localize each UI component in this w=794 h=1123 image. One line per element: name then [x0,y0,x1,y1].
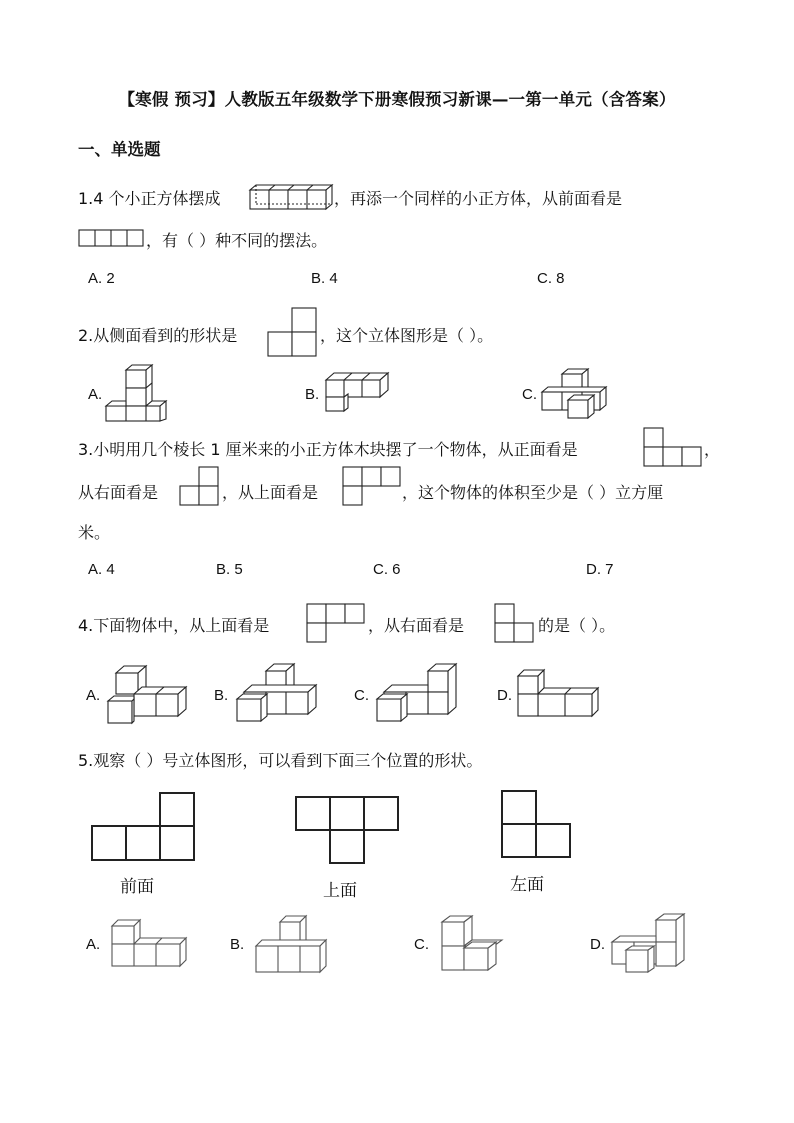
q4-option-d[interactable]: D. [497,687,512,704]
q3-text-1: 3.小明用几个棱长 1 厘米来的小正方体木块摆了一个物体，从正面看是 [78,440,578,459]
q5-front-view-figure [90,791,196,863]
q3-front-view-figure [643,427,703,467]
q4-top-view-figure [306,603,366,645]
q4-option-a[interactable]: A. [86,687,101,704]
q3-text-3: ，从上面看是 [222,483,319,502]
q5-caption-front: 前面 [120,877,154,897]
q2-option-a-figure[interactable] [106,364,168,422]
q5-text: 5.观察（ ）号立体图形，可以看到下面三个位置的形状。 [78,751,483,770]
q4-text-1: 4.下面物体中，从上面看是 [78,616,270,635]
q3-option-d[interactable]: D. 7 [586,561,614,578]
q2-option-b[interactable]: B. [305,386,320,403]
q3-text-1-end: ， [704,440,721,459]
q4-option-d-figure[interactable] [516,668,600,724]
q2-option-c[interactable]: C. [522,386,537,403]
q5-option-d[interactable]: D. [590,936,605,953]
q4-text-3: 的是（ ）。 [538,616,616,635]
q1-text-3: ，有（ ）种不同的摆法。 [146,231,328,250]
q3-option-b[interactable]: B. 5 [216,561,243,578]
q2-option-b-figure[interactable] [326,372,390,412]
q5-caption-top: 上面 [323,881,357,901]
q4-option-b[interactable]: B. [214,687,229,704]
q4-option-b-figure[interactable] [236,663,320,723]
q5-option-c[interactable]: C. [414,936,429,953]
q1-four-cubes-figure [246,184,332,210]
q5-caption-left: 左面 [510,875,544,895]
q2-side-view-figure [267,307,317,357]
q3-text-5: 米。 [78,523,111,542]
q2-option-a[interactable]: A. [88,386,103,403]
q4-option-c-figure[interactable] [376,663,458,723]
q1-front-view-figure [78,229,144,247]
q1-option-a[interactable]: A. 2 [88,270,115,287]
q5-option-b-figure[interactable] [254,912,330,972]
document-title: 【寒假 预习】人教版五年级数学下册寒假预习新课—一第一单元（含答案） [118,90,676,109]
q5-left-view-figure [500,789,572,859]
q1-text-2: ，再添一个同样的小正方体，从前面看是 [334,189,623,208]
q3-text-2: 从右面看是 [78,483,159,502]
q2-option-c-figure[interactable] [540,368,610,420]
q5-top-view-figure [294,795,400,865]
section-heading: 一、单选题 [78,140,161,159]
q1-option-c[interactable]: C. 8 [537,270,565,287]
q2-text-2: ，这个立体图形是（ ）。 [320,326,494,345]
q3-top-view-figure [342,466,402,508]
q3-option-c[interactable]: C. 6 [373,561,401,578]
q5-option-a[interactable]: A. [86,936,101,953]
q5-option-c-figure[interactable] [440,912,506,972]
q1-option-b[interactable]: B. 4 [311,270,338,287]
q4-option-c[interactable]: C. [354,687,369,704]
q2-text-1: 2.从侧面看到的形状是 [78,326,238,345]
q5-option-b[interactable]: B. [230,936,245,953]
q4-right-view-figure [494,603,536,645]
q5-option-d-figure[interactable] [610,912,686,974]
q3-option-a[interactable]: A. 4 [88,561,115,578]
q5-option-a-figure[interactable] [110,918,190,970]
q4-text-2: ，从右面看是 [368,616,465,635]
q1-text-1: 1.4 个小正方体摆成 [78,189,221,208]
q3-text-4: ，这个物体的体积至少是（ ）立方厘 [402,483,664,502]
q3-right-view-figure [179,466,221,508]
q4-option-a-figure[interactable] [106,665,188,725]
